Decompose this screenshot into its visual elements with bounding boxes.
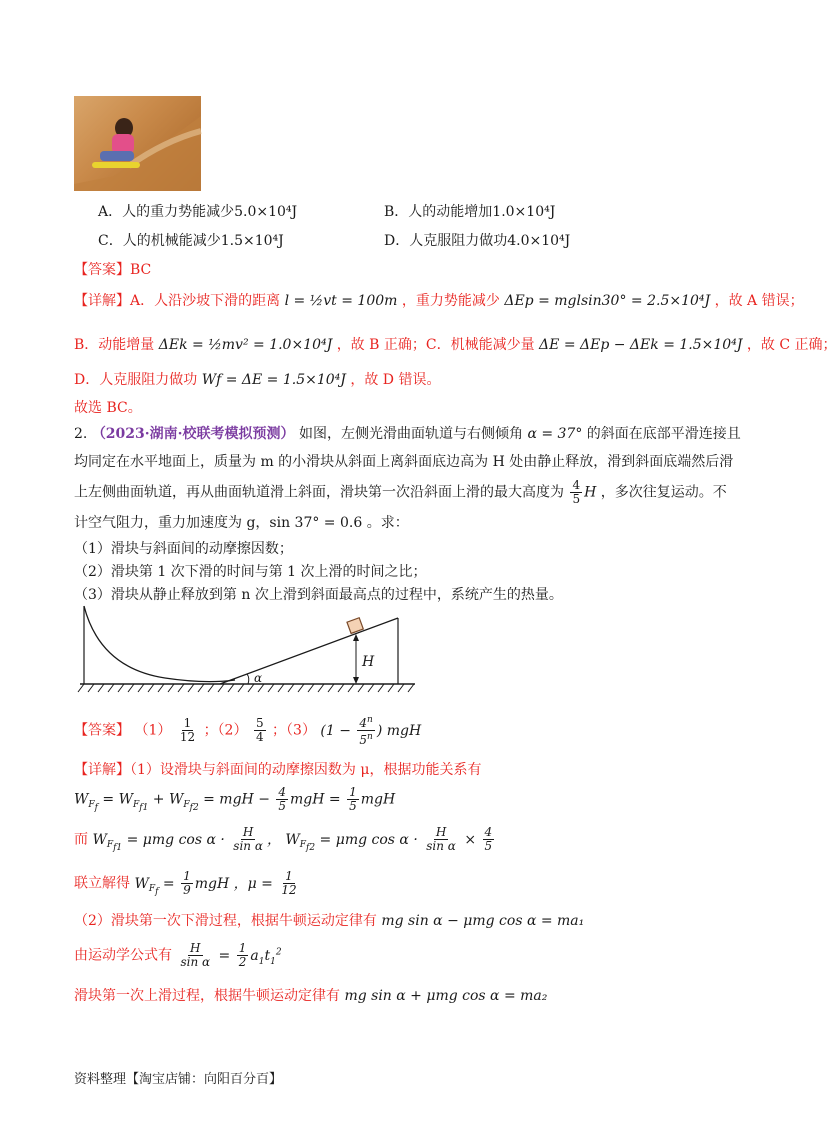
q2-stem-3a: 上左侧曲面轨道，再从曲面轨道滑上斜面，滑块第一次沿斜面上滑的最大高度为	[74, 484, 564, 501]
q2-number: 2.	[74, 426, 88, 442]
q2-eq-1: $W_{F_f} = W_{F_{f1}} + W_{F_{f2}}$ = mgH − $\frac{4}{5}$ mgH = $\frac{1}{5}$ mgH	[74, 785, 396, 814]
q2-sub3: （3）滑块从静止释放到第 n 次上滑到斜面最高点的过程中，系统产生的热量。	[74, 587, 563, 603]
footer-source: 资料整理【淘宝店铺：向阳百分百】	[74, 1072, 283, 1087]
detail-a-text1: 【详解】A．人沿沙坡下滑的距离	[74, 293, 281, 309]
figure-angle-label: α	[254, 671, 263, 685]
q2-eq-3: 联立解得 $W_{F_f}$ = $\frac{1}{9}$ mgH ，μ = $\frac{1}{12}$	[74, 869, 297, 898]
detail-a-text3: ，故 A 错误；	[714, 293, 804, 309]
q2-source: （2023·湖南·校联考模拟预测）	[91, 426, 295, 442]
q2-answer-2-label: ；（2）	[203, 722, 248, 739]
q2-sub1: （1）滑块与斜面间的动摩擦因数；	[74, 541, 293, 557]
q2-stem-line1	[74, 423, 741, 443]
detail-b-text1: B．动能增量	[74, 337, 155, 353]
q2-detail-3: 由运动学公式有	[74, 947, 172, 964]
detail-d-text1: D．人克服阻力做功	[74, 372, 198, 388]
q2-eq-3-prefix: 联立解得	[74, 875, 130, 892]
option-b: B．人的动能增加1.0×10⁴J	[384, 204, 556, 220]
q2-detail-3-line: 由运动学公式有 $\frac{H}{\text{sin α}}$ = $\frac{1}{2}$ $a_1t_1^2$	[74, 941, 282, 969]
q2-stem-line4: 计空气阻力，重力加速度为 g，sin 37° = 0.6 。求：	[74, 515, 409, 531]
track-figure	[70, 598, 430, 698]
detail-a-eq2: ΔEp = mglsin30° = 2.5×10⁴J	[504, 293, 711, 309]
q2-answer-3-value: (1 − $\frac{4^n}{5^n}$ ) mgH	[320, 715, 422, 747]
sand-slide-illustration	[74, 96, 201, 191]
detail-d-eq: Wf = ΔE = 1.5×10⁴J	[201, 372, 346, 388]
detail-c-eq: ΔE = ΔEp − ΔEk = 1.5×10⁴J	[539, 337, 743, 353]
figure-height-label: H	[362, 654, 375, 670]
detail-a-eq1: l = ½vt = 100m	[284, 293, 398, 309]
q2-eq-6: mg sin α + μmg cos α = ma₂	[344, 988, 548, 1004]
detail-d-text2: ，故 D 错误。	[350, 372, 441, 388]
q2-answer-2-value: $\frac{5}{4}$	[255, 716, 264, 744]
q2-answer-label: 【答案】	[74, 722, 130, 739]
q2-eq-2: 而 $W_{F_{f1}} = \mu mg$ cos α · $\frac{H}{\text{sin α}}$ ， $W_{F_{f2}} = \mu mg$ cos α · $\frac{H}{\text{sin α}}$ × $\frac{4}{5}$	[74, 825, 493, 854]
detail-a-text2: ，重力势能减少	[401, 293, 500, 309]
q2-detail-4: 滑块第一次上滑过程，根据牛顿运动定律有	[74, 988, 340, 1004]
q2-answer-3-label: ；（3）	[272, 722, 316, 739]
q1-conclusion: 故选 BC。	[74, 400, 142, 416]
q2-detail-4-line	[74, 985, 547, 1005]
q2-answer-1-value: $\frac{1}{12}$	[179, 716, 196, 744]
q2-stem-1c: 的斜面在底部平滑连接且	[586, 426, 741, 442]
q2-answer-1-label: （1）	[134, 722, 172, 739]
q1-answer: 【答案】BC	[74, 262, 152, 278]
q1-detail-d	[74, 369, 440, 389]
q2-eq-4: mg sin α − μmg cos α = ma₁	[381, 913, 585, 929]
q2-detail-2-line	[74, 910, 584, 930]
q2-stem-line3: 上左侧曲面轨道，再从曲面轨道滑上斜面，滑块第一次沿斜面上滑的最大高度为 $\frac{4}{5}$ H ，多次往复运动。不	[74, 478, 727, 506]
q2-stem-1a: 如图，左侧光滑曲面轨道与右侧倾角	[298, 426, 523, 442]
option-c: C．人的机械能减少1.5×10⁴J	[98, 233, 284, 249]
detail-b-text2: ，故 B 正确；C．机械能减少量	[336, 337, 535, 353]
q2-angle-eq: α = 37°	[527, 426, 583, 442]
q2-answer	[74, 714, 421, 747]
q2-detail-2: （2）滑块第一次下滑过程，根据牛顿运动定律有	[74, 913, 377, 929]
q1-detail-bc	[74, 334, 837, 354]
sand-slide-photo	[74, 96, 201, 191]
q2-eq-2-prefix: 而	[74, 831, 88, 848]
q2-detail-1: 【详解】（1）设滑块与斜面间的动摩擦因数为 μ，根据功能关系有	[74, 762, 482, 778]
q2-sub2: （2）滑块第 1 次下滑的时间与第 1 次上滑的时间之比；	[74, 564, 427, 580]
option-a: A．人的重力势能减少5.0×10⁴J	[98, 204, 298, 220]
q2-stem-3b: ，多次往复运动。不	[600, 484, 727, 501]
q2-stem-line2: 均同定在水平地面上，质量为 m 的小滑块从斜面上离斜面底边高为 H 处由静止释放，滑到斜面底端然后滑	[74, 454, 734, 470]
detail-c-text2: ，故 C 正确；	[746, 337, 837, 353]
option-d: D．人克服阻力做功4.0×10⁴J	[384, 233, 571, 249]
detail-b-eq: ΔEk = ½mv² = 1.0×10⁴J	[158, 337, 333, 353]
q1-detail-a	[74, 290, 804, 310]
